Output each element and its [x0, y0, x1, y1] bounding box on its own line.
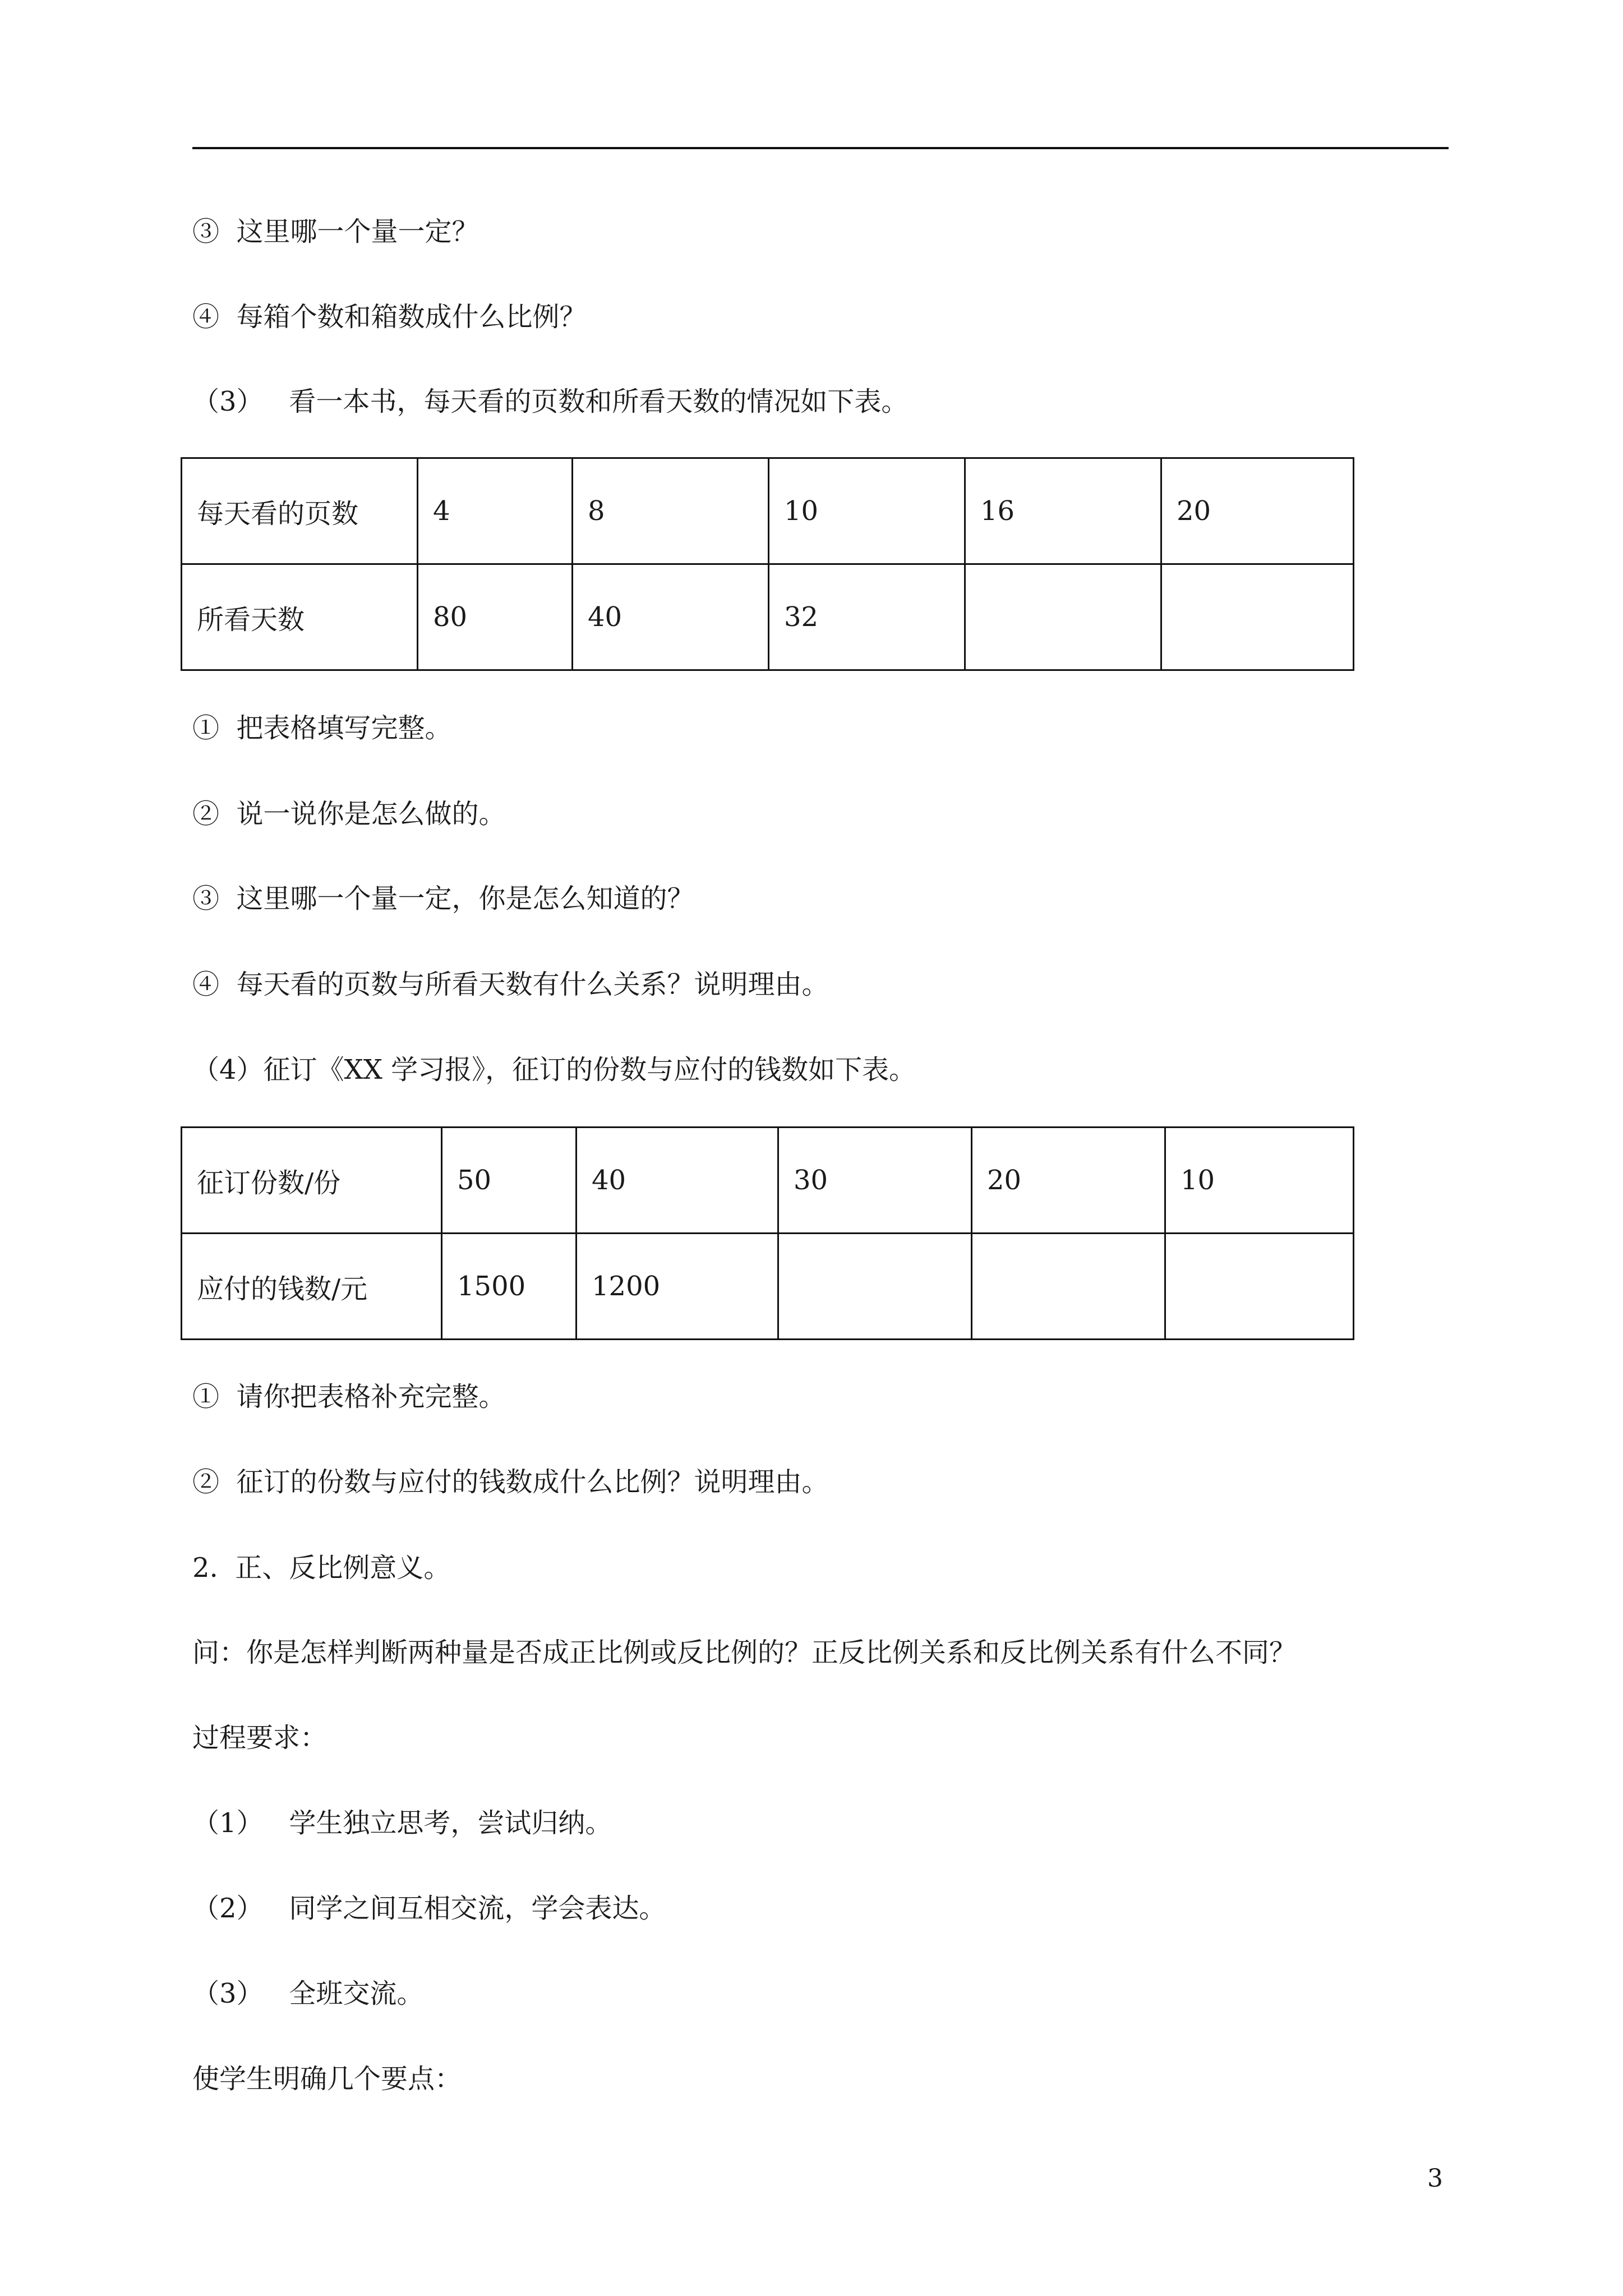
table-cell: 16 — [965, 458, 1161, 564]
table-cell: 32 — [769, 564, 965, 670]
section-2-heading: 2. 正、反比例意义。 — [192, 1552, 451, 1584]
table-cell: 1200 — [577, 1234, 778, 1340]
question-4-line: ④ 每箱个数和箱数成什么比例？ — [192, 301, 587, 333]
table-cell: 20 — [1161, 458, 1354, 564]
requirement-1: （1） 学生独立思考，尝试归纳。 — [192, 1807, 612, 1839]
table-row — [182, 458, 1354, 564]
table-cell: 所看天数 — [182, 564, 418, 670]
table-cell: 4 — [418, 458, 573, 564]
table-cell: 40 — [573, 564, 769, 670]
table-cell — [1165, 1234, 1354, 1340]
table-cell — [778, 1234, 972, 1340]
subscription-table — [181, 1126, 1354, 1340]
key-points-line: 使学生明确几个要点： — [192, 2063, 462, 2095]
table-cell: 30 — [778, 1128, 972, 1234]
page-number: 3 — [1427, 2164, 1443, 2193]
table-cell: 8 — [573, 458, 769, 564]
table-cell: 40 — [577, 1128, 778, 1234]
question-line: 问：你是怎样判断两种量是否成正比例或反比例的？正反比例关系和反比例关系有什么不同？ — [192, 1637, 1297, 1668]
table-row — [182, 1128, 1354, 1234]
table-row — [182, 1234, 1354, 1340]
relation-line: ④ 每天看的页数与所看天数有什么关系？说明理由。 — [192, 969, 829, 1000]
problem-4-intro: （4）征订《XX 学习报》，征订的份数与应付的钱数如下表。 — [192, 1054, 916, 1085]
pages-days-table — [181, 457, 1354, 671]
table-row — [182, 564, 1354, 670]
table-cell: 50 — [442, 1128, 577, 1234]
process-requirements-heading: 过程要求： — [192, 1722, 328, 1754]
table-cell: 10 — [1165, 1128, 1354, 1234]
table-cell — [972, 1234, 1165, 1340]
table-cell — [1161, 564, 1354, 670]
header-rule — [192, 147, 1449, 149]
explain-line: ② 说一说你是怎么做的。 — [192, 798, 506, 830]
table-cell: 20 — [972, 1128, 1165, 1234]
fill-table-line: ① 把表格填写完整。 — [192, 712, 452, 744]
table-cell: 每天看的页数 — [182, 458, 418, 564]
table-cell: 80 — [418, 564, 573, 670]
question-3-line: ③ 这里哪一个量一定？ — [192, 216, 479, 247]
table-cell: 应付的钱数/元 — [182, 1234, 442, 1340]
table-cell: 10 — [769, 458, 965, 564]
table-cell — [965, 564, 1161, 670]
requirement-2: （2） 同学之间互相交流，学会表达。 — [192, 1893, 666, 1924]
table-cell: 1500 — [442, 1234, 577, 1340]
proportion-question-line: ② 征订的份数与应付的钱数成什么比例？说明理由。 — [192, 1466, 829, 1498]
table-cell: 征订份数/份 — [182, 1128, 442, 1234]
problem-3-intro: （3） 看一本书，每天看的页数和所看天数的情况如下表。 — [192, 386, 909, 417]
complete-table-line: ① 请你把表格补充完整。 — [192, 1381, 506, 1412]
requirement-3: （3） 全班交流。 — [192, 1978, 424, 2009]
constant-quantity-line: ③ 这里哪一个量一定，你是怎么知道的？ — [192, 883, 694, 914]
